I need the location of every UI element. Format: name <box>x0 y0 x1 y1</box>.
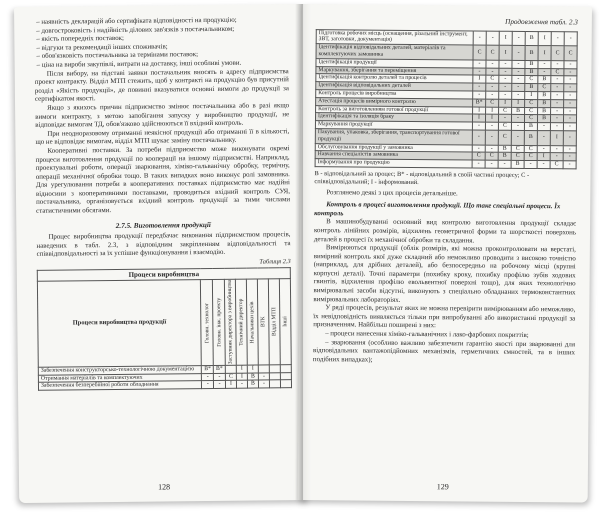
table-cell: С <box>525 107 538 115</box>
table-cell: С <box>225 373 236 381</box>
intro-line: Розглянемо деякі з цих процесів детальніше. <box>326 188 458 197</box>
table-cell: І <box>550 131 563 146</box>
table-row-name: Отримання матеріалів та комплектуючих <box>38 373 202 383</box>
bullet-item: – обов'язковість постачальника за термінами поставок; <box>36 51 199 61</box>
table-cell: В* <box>202 365 214 373</box>
table-cell: - <box>498 115 511 123</box>
table-cell: - <box>512 31 525 46</box>
table-cell: - <box>473 83 486 91</box>
table-row-name: Ідентифікація та ізоляція браку <box>315 113 472 122</box>
table-cell: - <box>499 68 512 76</box>
table-cell <box>269 380 280 388</box>
table-row-name: Ідентифікація контролю деталей та процесів <box>316 74 473 83</box>
table-cell: В <box>538 107 551 115</box>
table-cell: В <box>525 46 538 61</box>
column-header-label: Технічний директор <box>238 298 245 346</box>
table-cell: - <box>486 83 499 91</box>
table-cell: - <box>537 145 550 153</box>
table-label: Таблиця 2.3 <box>259 258 291 266</box>
table-cell: С <box>473 45 486 60</box>
table-cell: - <box>202 373 214 381</box>
table-cell: - <box>563 131 576 146</box>
column-header-label: Інші <box>282 316 289 328</box>
page-number-right: 129 <box>436 482 449 492</box>
table-cell: С <box>524 115 537 123</box>
table-row-name: Забезпечення конструкторсько-технологічною документацією <box>38 365 202 375</box>
table-row-name: Ідентифікація відповідальних деталей, матеріалів та комплектуючих замовника <box>316 44 473 60</box>
right-paragraphs <box>313 218 576 366</box>
paragraph: Якщо з якихось причин підприємство змінює постачальника або в разі якщо вимоги контракту, з метою запобігання запуску у виробництво продукції, не відповідає вимогам ТД, обов'язково здійснюються її вхідний контроль. <box>35 102 290 129</box>
table-cell: І <box>485 114 498 122</box>
table-cell: С <box>511 153 524 161</box>
table-cell: В <box>525 68 538 76</box>
table-cell: С <box>486 75 499 83</box>
table-cell: - <box>486 31 499 46</box>
table-cell: І <box>538 31 551 46</box>
paragraph: Вимірюються продукції (облік розмірів, які можна проконтролювати на верстаті, вимірний контроль якої дуже складний або неможливо проводити з високою точністю (наприклад, для дрібних деталей), або безпосередньо на робочому місці (крупні корпусні деталі). Точні параметри (похибку кроку, похибку профілю зубів ходових гвинтів, відхилення профілю евольвентної поверхні тощо), для яких технологічно вимірювальні засоби відсутні, виконують з спеціально обладнаних термоконстантних вимірювальних лабораторіях. <box>313 244 576 304</box>
table-cell: - <box>473 91 486 99</box>
table-cell: - <box>214 373 226 381</box>
left-paragraphs <box>35 68 291 217</box>
bullet-item: – ціна на вироби закупівлі, витрати на доставку, інші особливі умови. <box>36 59 242 69</box>
table-cell: - <box>258 372 269 380</box>
table-column-header <box>224 280 236 365</box>
column-header-label: Відділ МТП <box>271 307 278 337</box>
table-row <box>316 44 577 61</box>
table-cell: В <box>498 145 511 153</box>
table-cell: С <box>525 99 538 107</box>
table-cell: І <box>472 114 485 122</box>
bullet-item: – наявність декларацій або сертифіката відповідності на продукцію; <box>36 16 237 26</box>
table-cell: - <box>472 160 485 168</box>
table-row-name: Інформування про продукцію <box>315 159 472 168</box>
table-cell: І <box>537 153 550 161</box>
table-cell <box>280 372 291 380</box>
table-cell: - <box>472 145 485 153</box>
table-column-header <box>279 279 291 364</box>
table-cell: - <box>551 76 564 84</box>
table-cell: С <box>524 153 537 161</box>
table-row-name: Атестація процесів вимірного контролю <box>316 97 473 106</box>
table-cell: - <box>550 115 563 123</box>
table-cell: - <box>202 381 214 389</box>
table-cell: - <box>472 122 485 130</box>
table-cell: - <box>564 107 577 115</box>
table-cell: - <box>473 31 486 46</box>
table-cell: - <box>551 92 564 100</box>
table-cell: - <box>499 76 512 84</box>
table-cell: - <box>550 123 563 131</box>
column-header-label: ВТК <box>260 316 267 328</box>
table-cell: І <box>525 91 538 99</box>
table-cell: - <box>512 76 525 84</box>
table-cell: - <box>537 123 550 131</box>
table-cell: - <box>564 31 577 46</box>
table-row-name: Ідентифікація продукції <box>316 58 473 67</box>
table-cell: В <box>525 31 538 46</box>
table-cell: І <box>473 75 486 83</box>
table-title: Процеси виробництва <box>37 267 290 281</box>
table-header-row <box>37 279 291 367</box>
table-cell: - <box>511 115 524 123</box>
table-cell: - <box>550 153 563 161</box>
table-cell: І <box>538 46 551 61</box>
table-cell: В* <box>214 365 226 373</box>
table-cell: С <box>485 152 498 160</box>
paragraph: У ряді процесів, результат яких не можна перевірити вимірюванням або неможливо, їх невідповідність виявляється тільки при випробуванні або використанні продукції за призначенням. Найбільш поширені з них: <box>313 304 576 330</box>
table-cell: С <box>486 45 499 60</box>
table-cell: В <box>525 84 538 92</box>
table-cell: - <box>563 161 576 169</box>
table-row <box>38 380 291 390</box>
column-header-label: Заступник директора з виробництва <box>226 280 234 365</box>
table-row-name: Маркування продукції <box>315 121 472 130</box>
table-cell: І <box>512 99 525 107</box>
table-cell: - <box>485 160 498 168</box>
table-cell: - <box>473 60 486 68</box>
table-row <box>315 159 576 169</box>
table-cell: - <box>551 84 564 92</box>
table-cell <box>225 365 236 373</box>
table-cell: В <box>538 99 551 107</box>
table-cell: - <box>486 60 499 68</box>
table-cell: - <box>564 92 577 100</box>
table-row-name: Контроль за виготовленням готової продукції <box>316 105 473 114</box>
table-cell: С <box>551 68 564 76</box>
table-row-name: Ідентифікація відповідальних деталей <box>316 82 473 91</box>
table-cell: - <box>551 60 564 68</box>
table-cell: - <box>564 61 577 69</box>
table-cell: - <box>472 130 485 145</box>
bullet-item: – довгостроковість і надійність ділових зав'язків з постачальником; <box>36 25 235 35</box>
running-head: Продовження табл. 2.3 <box>505 17 578 27</box>
table-cell: С <box>564 46 577 61</box>
table-cell: І <box>247 365 258 373</box>
table-cell: В <box>525 60 538 68</box>
table-cell: В <box>524 130 537 145</box>
table-row-name: Навчання спеціалістів замовника <box>315 151 472 160</box>
table-cell: В* <box>473 99 486 107</box>
subsection-heading: Контроль в процесі виготовлення продукції. Що таке спеціальні процеси. Їх контроль <box>314 201 561 218</box>
table-cell: - <box>564 100 577 108</box>
table-cell: - <box>563 123 576 131</box>
paragraph: Кооперативні поставки. За потреби підприємство може виконувати окремі процеси виготовлення продукції по кооперації на іншому підприємстві. Наприклад, проектувальні роботи, операції зварювання, хіміко-гальванічну обробку, термічну, операції механічної обробки тощо. В таких випадках воно виконує ролі замовника. Для урегулювання потреби в кооперативних поставках підприємство має надійні відносини з кооперативними поставками, проводиться вхідний контроль СУЯ, постачальника, організовується вхідний контроль продукції за тими числами статистичними обсягами. <box>35 145 291 215</box>
table-cell: В <box>538 76 551 84</box>
table-cell: С <box>551 46 564 61</box>
table-cell: С <box>499 107 512 115</box>
table-cell: І <box>236 373 247 381</box>
table-cell: С <box>486 99 499 107</box>
table-cell: І <box>225 381 236 389</box>
table-cell: - <box>498 160 511 168</box>
table-cell: - <box>551 31 564 46</box>
section-title: 2.7.5. Виготовлення продукції <box>115 220 211 230</box>
table-cell: В <box>498 153 511 161</box>
table-row-name: Обслуговування продукції у замовника <box>315 143 472 152</box>
paragraph: – процеси нанесення хіміко-гальванічних і лако-фарбових покриттів; <box>325 330 529 340</box>
table-cell: І <box>486 107 499 115</box>
table-cell: І <box>499 45 512 60</box>
table-cell: І <box>499 31 512 46</box>
table-cell: - <box>524 161 537 169</box>
left-page-content <box>34 16 292 391</box>
table-row-name: Забезпечення безперебійної роботи обладнання <box>38 381 202 391</box>
table-cell: - <box>512 91 525 99</box>
table-cell: І <box>499 99 512 107</box>
table-cell: - <box>486 91 499 99</box>
right-page-content <box>313 16 578 367</box>
column-header-label: Головн. технолог <box>203 302 211 343</box>
table-cell: - <box>538 68 551 76</box>
table-column-header <box>257 279 269 364</box>
table-cell: - <box>511 122 524 130</box>
bullet-item: – якість попередніх поставок; <box>36 35 124 43</box>
table-cell: С <box>538 84 551 92</box>
table-cell <box>280 364 291 372</box>
table-cell: І <box>473 107 486 115</box>
table-cell: - <box>538 60 551 68</box>
table-cell: В <box>512 107 525 115</box>
column-header-label: Головн. інж. проекту <box>215 298 223 347</box>
table-cell: - <box>499 60 512 68</box>
table-cell: - <box>563 115 576 123</box>
table-cell: - <box>550 145 563 153</box>
table-cell: В <box>524 123 537 131</box>
table-cell <box>269 372 280 380</box>
paragraph: В машинобудуванні основний вид контролю виготовлення продукції складає контроль лінійних розмірів, відхилень геометричної форми та шорсткості поверхонь деталей в процесі їх механічної обробки та складання. <box>313 218 577 245</box>
table-row-name: Пакування, упаковка, зберігання, транспортування готової продукції <box>315 129 472 145</box>
table-cell: - <box>551 107 564 115</box>
table-cell: - <box>564 84 577 92</box>
table-cell: С <box>550 161 563 169</box>
processes-table-continued <box>315 29 578 170</box>
table-cell: - <box>512 84 525 92</box>
table-cell: С <box>524 145 537 153</box>
right-page <box>298 4 592 503</box>
table-row-header: Процеси виробництва продукції <box>37 280 201 367</box>
table-cell: - <box>511 130 524 145</box>
table-cell: С <box>525 76 538 84</box>
table-cell <box>269 365 280 373</box>
table-column-header <box>213 280 226 365</box>
table-cell: І <box>236 365 247 373</box>
table-cell: - <box>486 68 499 76</box>
paragraph: При неодноразовому отриманні неякісної продукції або отриманні її в кількості, що не відповідає вимогам, відділ МТП шукає заміну постачальнику. <box>35 127 290 147</box>
left-bullet-list <box>34 16 289 70</box>
section-intro: Процес виробництва продукції передбачає виконання підприємством процесів, наведених в табл. 2.3, з відповідним закріпленням відповідальності та співвідповідальності за їх успішне функціонування і взаємодію. <box>36 231 291 259</box>
column-header-label: Начальники цехів <box>249 301 256 344</box>
table-cell: - <box>485 130 498 145</box>
table-row-name: Маркування, зберігання та переміщення <box>316 66 473 75</box>
table-cell: - <box>537 131 550 146</box>
book-spread <box>14 4 590 500</box>
table-cell: С <box>498 130 511 145</box>
table-cell: - <box>551 99 564 107</box>
paragraph: – зварювання (особливо важливо забезпечити гарантію якості при зварюванні для відповідальних вантажопідйомних механізмів, герметичних ємностей, та в інших подібних випадках); <box>312 338 576 364</box>
table-cell: - <box>537 161 550 169</box>
table-legend-note: В - відповідальний за процес; В* - відповідальний в своїй частині процесу; С - співвідповідальний; І - інформований. <box>314 170 530 186</box>
table-column-header <box>268 279 280 364</box>
table-cell: С <box>498 122 511 130</box>
table-cell: - <box>512 46 525 61</box>
table-cell: - <box>485 122 498 130</box>
table-cell: - <box>258 380 269 388</box>
table-cell: - <box>499 83 512 91</box>
table-cell: В <box>511 160 524 168</box>
table-cell: - <box>236 381 247 389</box>
table-row-name: Підготовка робочих місць (оснащення, різальний інструмент, ЗВТ, заготовки, документація) <box>316 29 473 45</box>
table-cell: - <box>214 381 226 389</box>
table-cell: - <box>485 145 498 153</box>
table-cell: С <box>511 145 524 153</box>
table-cell: - <box>564 76 577 84</box>
table-cell: - <box>563 153 576 161</box>
table-column-header <box>201 280 214 365</box>
left-page <box>14 4 309 503</box>
table-cell: - <box>564 68 577 76</box>
table-cell: В <box>537 115 550 123</box>
table-cell: - <box>473 68 486 76</box>
table-row-name: Контроль процесів виробництва <box>316 90 473 99</box>
table-cell: В <box>247 380 258 388</box>
table-column-header <box>246 279 258 364</box>
table-cell <box>258 365 269 373</box>
bullet-item: – відгуки та рекомендації інших споживачів; <box>36 43 168 52</box>
table-cell: С <box>472 152 485 160</box>
page-number-left: 128 <box>158 482 171 492</box>
table-cell: - <box>563 145 576 153</box>
table-cell: - <box>512 60 525 68</box>
processes-table <box>37 267 292 391</box>
table-cell: - <box>512 68 525 76</box>
paragraph: Після вибору, на підставі заявки постачальник вносять в адресу підприємства проект контракту. Відділ МТП стежить, щоб у контракті на продукцію був присутній розділ «Якість продукції», де повинні вказуватися основні вимоги до продукції за сертифікатом якості. <box>34 67 289 104</box>
table-cell: В <box>247 373 258 381</box>
table-column-header <box>235 280 247 365</box>
table-cell <box>280 380 291 388</box>
table-cell: - <box>499 91 512 99</box>
table-cell: В <box>538 92 551 100</box>
